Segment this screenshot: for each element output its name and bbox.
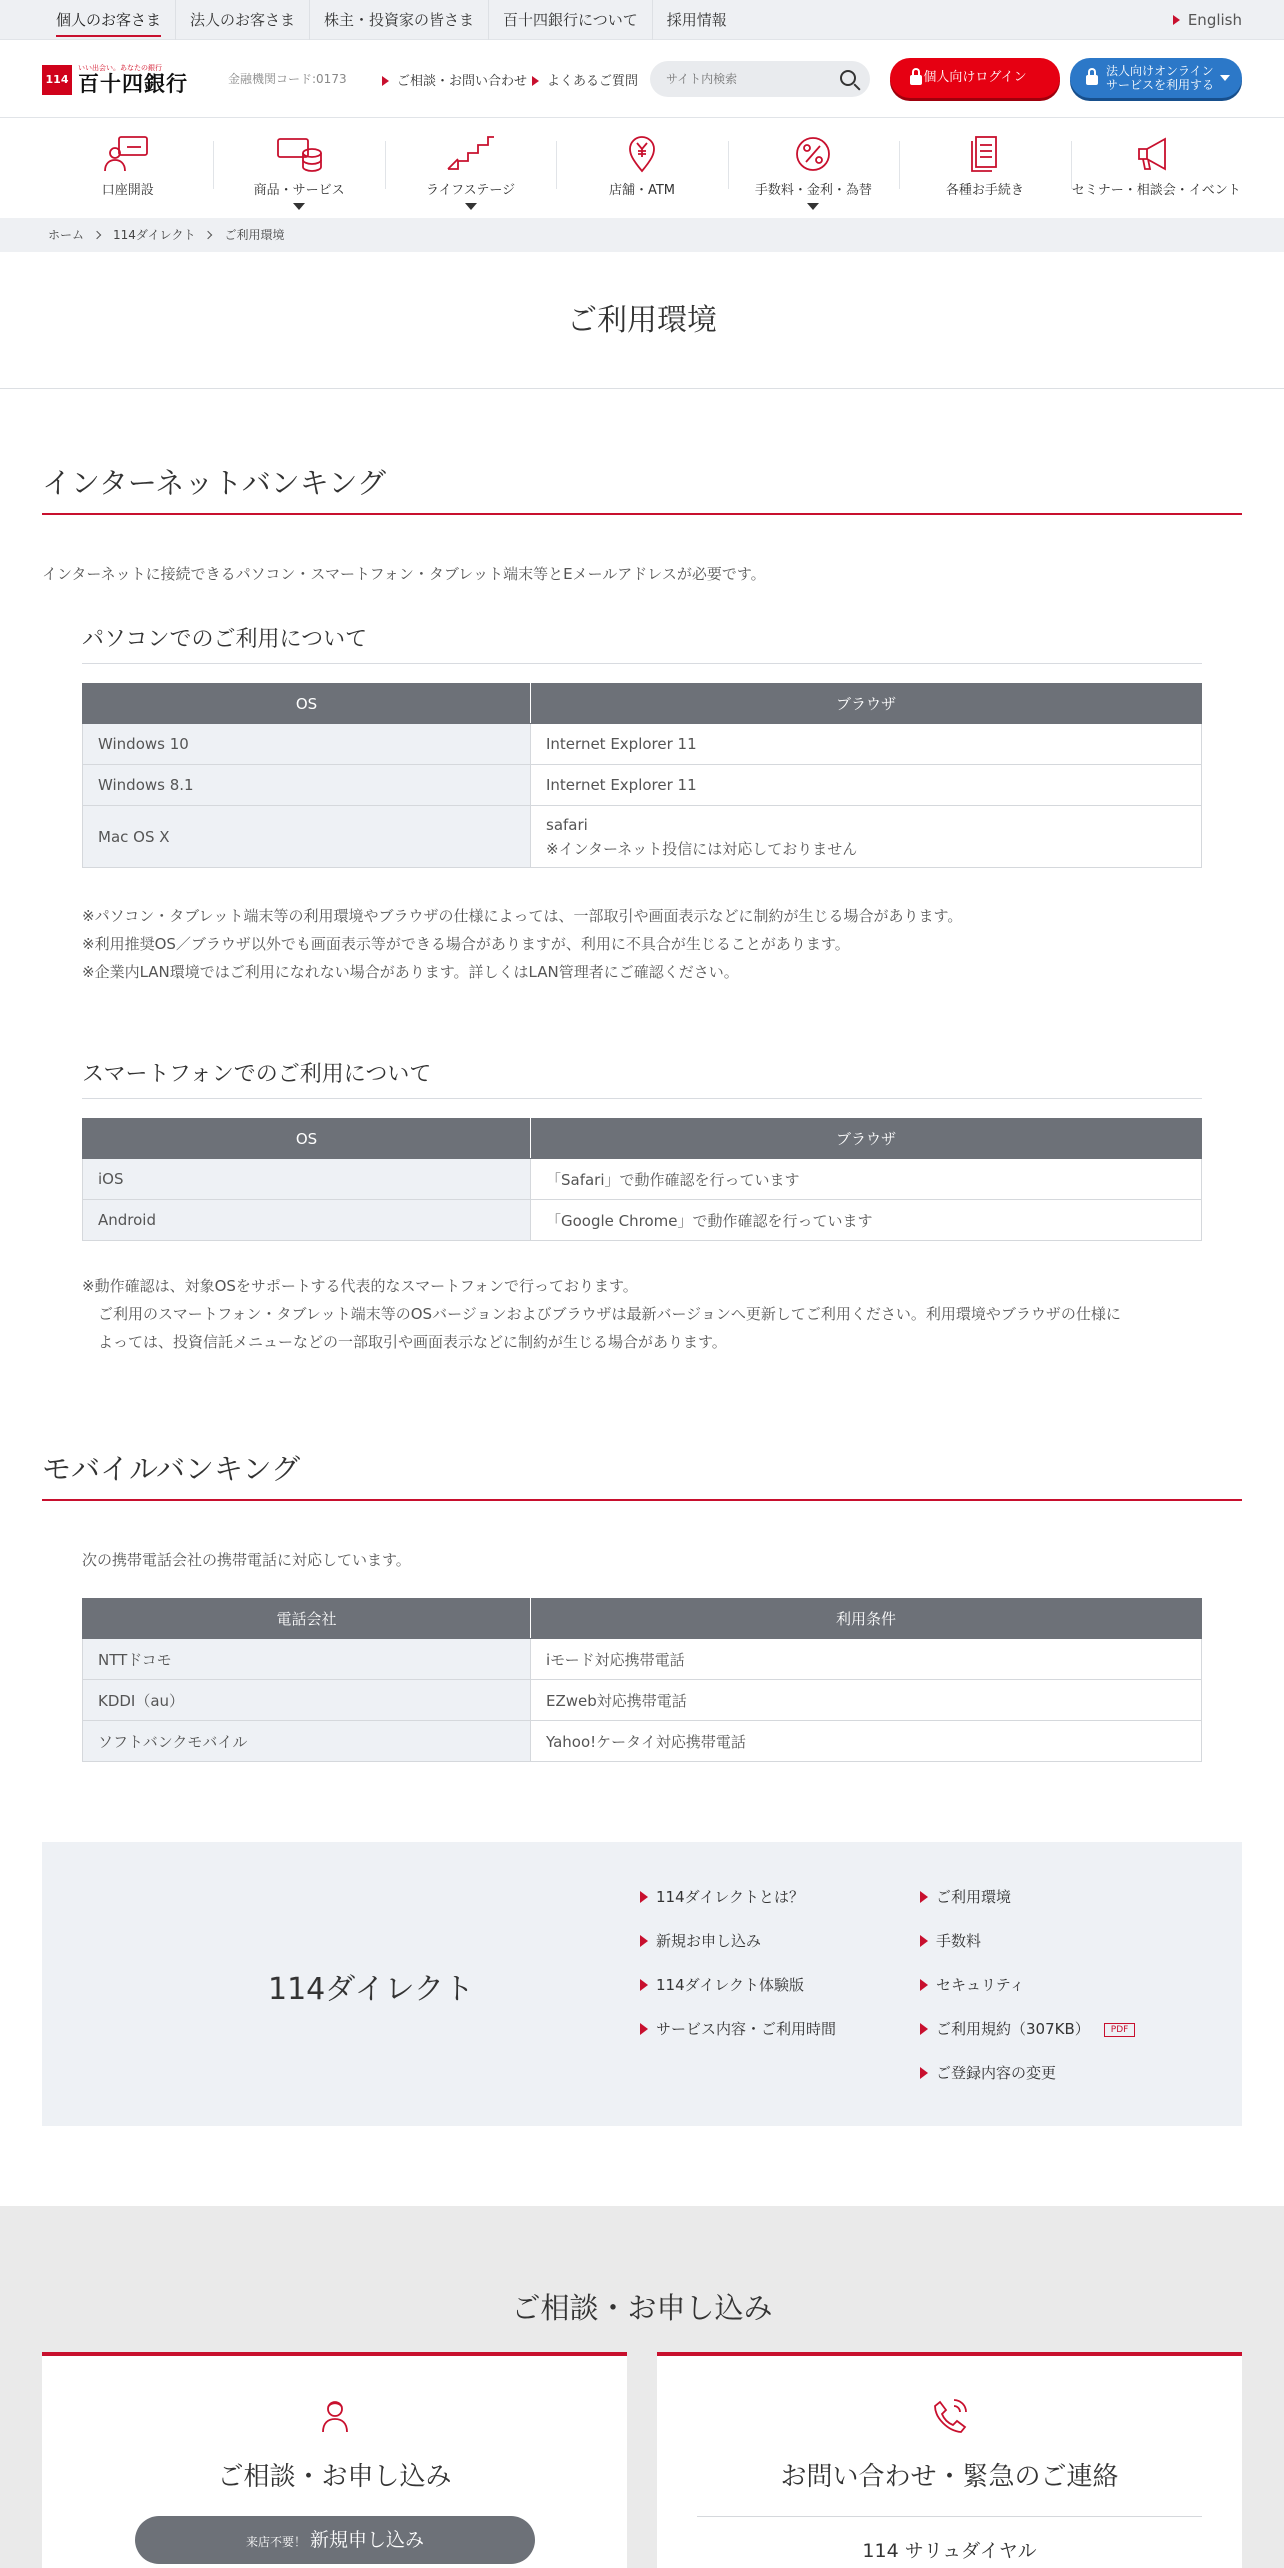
table-header-row	[83, 684, 1202, 724]
internet-banking-intro: インターネットに接続できるパソコン・スマートフォン・タブレット端末等とEメールアドレスが必要です。	[42, 565, 766, 583]
table-header: 電話会社	[83, 1599, 531, 1639]
chevron-right-icon	[93, 231, 101, 239]
audience-tabs	[42, 0, 741, 40]
chevron-right-icon	[204, 231, 212, 239]
direct-panel-title: 114ダイレクト	[268, 1972, 475, 2007]
triangle-icon	[920, 1979, 928, 1991]
map-pin-yen-icon	[617, 135, 667, 173]
inquiry-card-title: お問い合わせ・緊急のご連絡	[780, 2462, 1119, 2492]
triangle-icon	[640, 1891, 648, 1903]
link-change-registration[interactable]: ご登録内容の変更	[920, 2062, 1056, 2083]
smartphone-usage-heading: スマートフォンでのご利用について	[82, 1057, 1202, 1099]
chevron-down-icon	[1220, 75, 1230, 81]
personal-login-button[interactable]: 個人向けログイン	[890, 58, 1060, 98]
table-row: ソフトバンクモバイル Yahoo!ケータイ対応携帯電話	[83, 1721, 1202, 1762]
table-row: Windows 10 Internet Explorer 11	[83, 724, 1202, 765]
breadcrumb-home[interactable]: ホーム	[48, 228, 85, 242]
link-about-direct[interactable]: 114ダイレクトとは？	[640, 1886, 804, 1907]
triangle-icon	[382, 76, 389, 86]
document-icon	[960, 135, 1010, 173]
table-header-row	[83, 1599, 1202, 1639]
consultation-section	[0, 2206, 1284, 2568]
bank-code: 金融機関コード:0173	[228, 72, 347, 86]
bank-logo[interactable]	[42, 64, 188, 96]
table-header: ブラウザ	[531, 684, 1202, 724]
divider	[697, 2516, 1202, 2517]
consultation-title: ご相談・お申し込み	[511, 2291, 773, 2325]
nav-procedures[interactable]: 各種お手続き	[899, 119, 1070, 217]
person-consult-icon	[315, 2396, 355, 2436]
percent-icon	[788, 135, 838, 173]
logo-tagline: いい出会い。あなたの銀行	[78, 64, 162, 72]
table-header: OS	[83, 1119, 531, 1159]
top-bar	[0, 0, 1284, 40]
triangle-icon	[640, 2023, 648, 2035]
salud-dial-label: 114 サリュダイヤル	[862, 2540, 1037, 2562]
table-row: Android 「Google Chrome」で動作確認を行っています	[83, 1200, 1202, 1241]
account-icon	[103, 135, 153, 173]
pc-environment-table	[82, 683, 1202, 868]
link-environment[interactable]: ご利用環境	[920, 1886, 1011, 1907]
breadcrumb-114-direct[interactable]: 114ダイレクト	[113, 228, 196, 242]
tab-corporate[interactable]: 法人のお客さま	[175, 0, 309, 40]
nav-account-opening[interactable]: 口座開設	[42, 119, 213, 217]
nav-products[interactable]: 商品・サービス	[213, 119, 384, 217]
global-nav	[42, 119, 1242, 217]
breadcrumb	[0, 218, 1284, 252]
page-title: ご利用環境	[0, 252, 1284, 389]
chevron-down-icon	[293, 203, 305, 210]
nav-life-stage[interactable]: ライフステージ	[385, 119, 556, 217]
link-terms-pdf[interactable]: ご利用規約（307KB） PDF	[920, 2018, 1135, 2039]
pc-usage-heading: パソコンでのご利用について	[82, 622, 1202, 664]
breadcrumb-current: ご利用環境	[224, 228, 285, 242]
direct-links-panel	[42, 1842, 1242, 2126]
triangle-icon	[920, 1935, 928, 1947]
chevron-down-icon	[465, 203, 477, 210]
mobile-carrier-table	[82, 1598, 1202, 1762]
logo-name: 百十四銀行	[78, 72, 188, 96]
triangle-icon	[640, 1979, 648, 1991]
inquiry-card	[657, 2352, 1242, 2568]
english-link[interactable]: English	[1173, 0, 1242, 40]
mobile-banking-heading: モバイルバンキング	[42, 1447, 1242, 1501]
table-header: OS	[83, 684, 531, 724]
link-new-application[interactable]: 新規お申し込み	[640, 1930, 761, 1951]
new-application-button[interactable]: 来店不要！ 新規申し込み	[135, 2516, 535, 2564]
pdf-badge: PDF	[1104, 2023, 1136, 2037]
contact-link[interactable]: ご相談・お問い合わせ	[382, 70, 527, 89]
table-row: NTTドコモ iモード対応携帯電話	[83, 1639, 1202, 1680]
triangle-icon	[1173, 15, 1180, 25]
search-input[interactable]	[650, 61, 820, 97]
tab-personal[interactable]: 個人のお客さま	[42, 0, 175, 40]
table-header-row	[83, 1119, 1202, 1159]
table-header: ブラウザ	[531, 1119, 1202, 1159]
table-row: Mac OS X safari ※インターネット投信には対応しておりません	[83, 806, 1202, 868]
lock-icon	[910, 75, 922, 85]
mobile-banking-intro: 次の携帯電話会社の携帯電話に対応しています。	[82, 1551, 411, 1569]
megaphone-icon	[1131, 135, 1181, 173]
coins-icon	[274, 135, 324, 173]
triangle-icon	[920, 2023, 928, 2035]
tab-recruit[interactable]: 採用情報	[652, 0, 741, 40]
search-icon[interactable]	[840, 70, 856, 86]
nav-branches-atm[interactable]: 店舗・ATM	[556, 119, 727, 217]
nav-fees-rates[interactable]: 手数料・金利・為替	[728, 119, 899, 217]
smartphone-environment-table	[82, 1118, 1202, 1241]
faq-link[interactable]: よくあるご質問	[532, 70, 638, 89]
site-search	[650, 61, 870, 97]
link-security[interactable]: セキュリティ	[920, 1974, 1025, 1995]
pc-notes: ※パソコン・タブレット端末等の利用環境やブラウザの仕様によっては、一部取引や画面表示などに制約が生じる場合があります。 ※利用推奨OS／ブラウザ以外でも画面表示等ができる場合がありますが、利用に不具合が生じることがあります。 ※企業内LAN環境ではご利用になれない場合があります。詳しくはLAN管理者にご確認ください。	[82, 907, 963, 981]
table-row: KDDI（au） EZweb対応携帯電話	[83, 1680, 1202, 1721]
consultation-card-title: ご相談・お申し込み	[217, 2462, 452, 2492]
logo-mark: 114	[42, 65, 72, 95]
table-header: 利用条件	[531, 1599, 1202, 1639]
tab-investors[interactable]: 株主・投資家の皆さま	[309, 0, 488, 40]
chevron-down-icon	[807, 203, 819, 210]
corporate-login-button[interactable]: 法人向けオンライン サービスを利用する	[1070, 58, 1242, 98]
link-trial-version[interactable]: 114ダイレクト体験版	[640, 1974, 804, 1995]
tab-about[interactable]: 百十四銀行について	[488, 0, 652, 40]
table-row: Windows 8.1 Internet Explorer 11	[83, 765, 1202, 806]
link-service-hours[interactable]: サービス内容・ご利用時間	[640, 2018, 836, 2039]
consultation-card	[42, 2352, 627, 2568]
phone-icon	[930, 2396, 970, 2436]
table-row: iOS 「Safari」で動作確認を行っています	[83, 1159, 1202, 1200]
link-fees[interactable]: 手数料	[920, 1930, 981, 1951]
site-header	[0, 40, 1284, 118]
stairs-icon	[446, 135, 496, 173]
smartphone-notes: ※動作確認は、対象OSをサポートする代表的なスマートフォンで行っております。 ご利用のスマートフォン・タブレット端末等のOSバージョンおよびブラウザは最新バージョンへ更新してご利用ください。利用環境やブラウザの仕様に よっては、投資信託メニューなどの一部取引や画面表示などに制約が生じる場合があります。	[82, 1277, 1121, 1351]
triangle-icon	[532, 76, 539, 86]
nav-seminars-events[interactable]: セミナー・相談会・イベント	[1071, 119, 1242, 217]
lock-icon	[1086, 75, 1098, 85]
triangle-icon	[640, 1935, 648, 1947]
internet-banking-heading: インターネットバンキング	[42, 461, 1242, 515]
triangle-icon	[920, 2067, 928, 2079]
triangle-icon	[920, 1891, 928, 1903]
